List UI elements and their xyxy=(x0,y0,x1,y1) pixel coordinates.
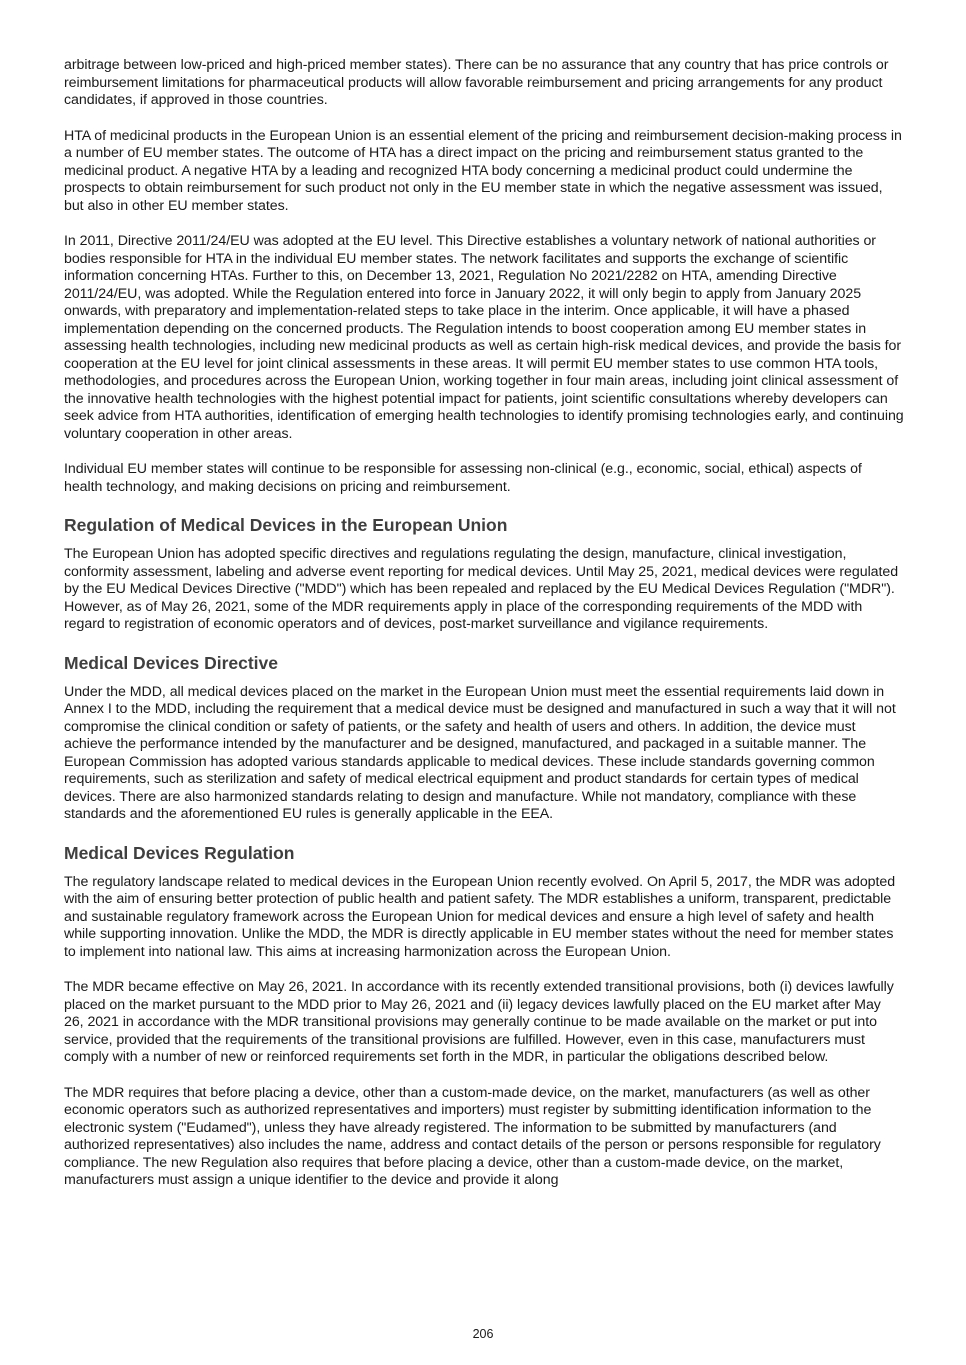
paragraph-arbitrage: arbitrage between low-priced and high-priced member states). There can be no assurance that any country that has price controls or reimbursement limitations for pharmaceutical products will allow favorable reimbursement and pricing arrangements for any product candidates, if approved in those countries. xyxy=(64,57,889,108)
heading-medical-devices-directive: Medical Devices Directive xyxy=(64,652,279,673)
heading-medical-devices-regulation: Medical Devices Regulation xyxy=(64,842,295,863)
paragraph-mdr-landscape: The regulatory landscape related to medical devices in the European Union recently evolved. On April 5, 2017, the MDR was adopted with the aim of ensuring better protection of public health and patient safety. The MDR establishes a uniform, transparent, predictable and sustainable regulatory framework across the European Union for medical devices and ensure a high level of safety and health while supporting innovation. Unlike the MDD, the MDR is directly applicable in EU member states without the need for member states to implement into national law. This aims at increasing harmonization across the European Union. xyxy=(64,873,896,960)
paragraph-mdr-effective: The MDR became effective on May 26, 2021. In accordance with its recently extended transitional provisions, both (i) devices lawfully placed on the market pursuant to the MDD prior to May 26, 2021 and (ii) legacy devices lawfully placed on the EU market after May 26, 2021 in accordance with the MDR transitional provisions may generally continue to be made available on the market or put into service, provided that the requirements of the transitional provisions are fulfilled. However, even in this case, manufacturers must comply with a number of new or reinforced requirements set forth in the MDR, in particular the obligations described below. xyxy=(64,979,894,1065)
page-number: 206 xyxy=(472,1327,494,1341)
paragraph-regulation-medical-devices: The European Union has adopted specific directives and regulations regulating the design, manufacture, clinical investigation, conformity assessment, labeling and adverse event reporting for medical devices. Until May 25, 2021, medical devices were regulated by the EU Medical Devices Directive ("MDD") which has been repealed and replaced by the EU Medical Devices Regulation ("MDR"). However, as of May 26, 2021, some of the MDR requirements apply in place of the corresponding requirements of the MDD with regard to registration of economic operators and of devices, post-market surveillance and vigilance requirements. xyxy=(64,546,899,632)
paragraph-mdr-registration: The MDR requires that before placing a device, other than a custom-made device, on the market, manufacturers (as well as other economic operators such as authorized representatives and importers) must register by submitting identification information to the electronic system ("Eudamed"), unless they have already registered. The information to be submitted by manufacturers (and authorized representatives) also includes the name, address and contact details of the person or persons responsible for regulatory compliance. The new Regulation also requires that before placing a device, other than a custom-made device, on the market, manufacturers must assign a unique identifier to the device and provide it along xyxy=(64,1084,881,1188)
paragraph-medical-devices-directive: Under the MDD, all medical devices placed on the market in the European Union must meet the essential requirements laid down in Annex I to the MDD, including the requirement that a medical device must be designed and manufactured in such a way that it will not compromise the clinical condition or safety of patients, or the safety and health of users and others. In addition, the device must achieve the performance intended by the manufacturer and be designed, manufactured, and packaged in a suitable manner. The European Commission has adopted various standards applicable to medical devices. These include standards governing common requirements, such as sterilization and safety of medical electrical equipment and product standards for certain types of medical devices. There are also harmonized standards relating to design and manufacture. While not mandatory, compliance with these standards and the aforementioned EU rules is generally applicable in the EEA. xyxy=(64,683,896,822)
heading-regulation-medical-devices: Regulation of Medical Devices in the European Union xyxy=(64,515,508,535)
paragraph-directive-2011-24: In 2011, Directive 2011/24/EU was adopted at the EU level. This Directive establishes a voluntary network of national authorities or bodies responsible for HTA in the individual EU member states. The network facilitates and supports the exchange of scientific information concerning HTAs. Further to this, on December 13, 2021, Regulation No 2021/2282 on HTA, amending Directive 2011/24/EU, was adopted. While the Regulation entered into force in January 2022, it will only begin to apply from January 2025 onwards, with preparatory and implementation-related steps to take place in the interim. Once applicable, it will have a phased implementation depending on the concerned products. The Regulation intends to boost cooperation among EU member states in assessing health technologies, including new medicinal products as well as certain high-risk medical devices, and provide the basis for cooperation at the EU level for joint clinical assessments in these areas. It will permit EU member states to use common HTA tools, methodologies, and procedures across the European Union, working together in four main areas, including joint clinical assessment of the innovative health technologies with the highest potential impact for patients, joint scientific consultations whereby developers can seek advice from HTA authorities, identification of emerging health technologies to identify promising technologies early, and continuing voluntary cooperation in other areas. xyxy=(64,233,904,442)
paragraph-hta-medicinal-products: HTA of medicinal products in the European Union is an essential element of the pricing and reimbursement decision-making process in a number of EU member states. The outcome of HTA has a direct impact on the pricing and reimbursement status granted to the medicinal product. A negative HTA by a leading and recognized HTA body concerning a medicinal product could undermine the prospects to obtain reimbursement for such product not only in the EU member state in which the negative assessment was issued, but also in other EU member states. xyxy=(64,127,902,214)
document-page xyxy=(64,57,904,1208)
paragraph-member-states-responsibility: Individual EU member states will continue to be responsible for assessing non-clinical (e.g., economic, social, ethical) aspects of health technology, and making decisions on pricing and reimbursement. xyxy=(64,461,862,495)
